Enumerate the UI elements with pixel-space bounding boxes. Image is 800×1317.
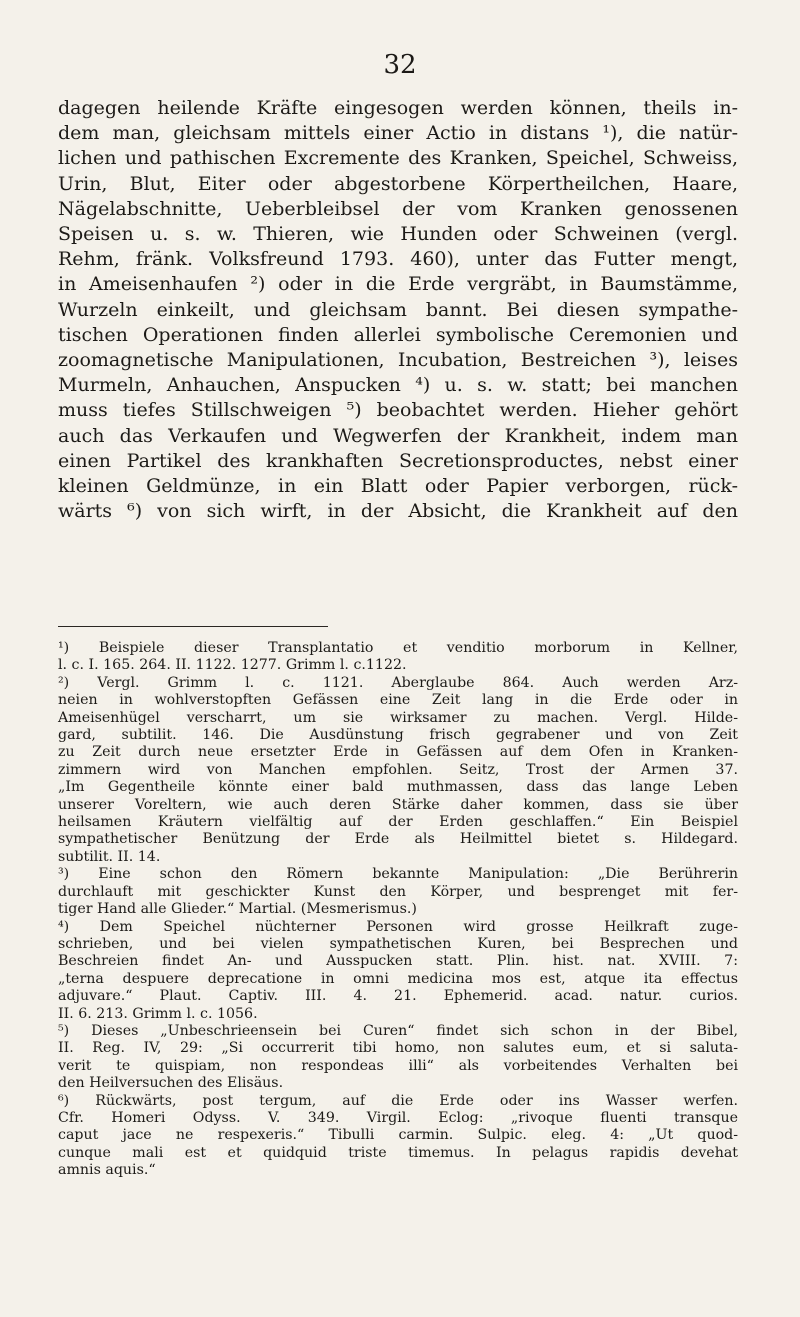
text-line: dagegen heilende Kräfte eingesogen werden können, theils in- — [58, 97, 738, 119]
text-line: Wurzeln einkeilt, und gleichsam bannt. Bei diesen sympathe- — [58, 298, 738, 321]
text-line: tischen Operationen finden allerlei symbolische Ceremonien und — [58, 323, 738, 346]
text-line: wärts ⁶) von sich wirft, in der Absicht, die Krankheit auf den — [58, 500, 738, 523]
footnote-3 — [58, 866, 738, 918]
footnote-line: ⁶) Rückwärts, post tergum, auf die Erde oder ins Wasser werfen. — [58, 1092, 738, 1109]
page-number: 32 — [383, 50, 417, 80]
footnote-line: durchlauft mit geschickter Kunst den Körper, und besprenget mit fer- — [58, 883, 738, 900]
footnote-line: Cfr. Homeri Odyss. V. 349. Virgil. Eclog: „rivoque fluenti transque — [58, 1109, 738, 1126]
footnote-line: gard, subtilit. 146. Die Ausdünstung frisch gegrabener und von Zeit — [58, 727, 738, 744]
footnote-line: tiger Hand alle Glieder.“ Martial. (Mesmerismus.) — [58, 901, 417, 918]
text-line: Urin, Blut, Eiter oder abgestorbene Körpertheilchen, Haare, — [58, 172, 738, 195]
footnote-line: ²) Vergl. Grimm l. c. 1121. Aberglaube 864. Auch werden Arz- — [58, 674, 738, 691]
footnote-line: zimmern wird von Manchen empfohlen. Seitz, Trost der Armen 37. — [58, 761, 738, 778]
footnote-line: zu Zeit durch neue ersetzter Erde in Gefässen auf dem Ofen in Kranken- — [58, 744, 738, 761]
footnote-line: II. 6. 213. Grimm l. c. 1056. — [58, 1005, 258, 1022]
footnote-line: Ameisenhügel verscharrt, um sie wirksamer zu machen. Vergl. Hilde- — [58, 709, 738, 726]
main-text — [58, 96, 738, 524]
text-line: Speisen u. s. w. Thieren, wie Hunden oder Schweinen (vergl. — [58, 223, 738, 246]
text-line: in Ameisenhaufen ²) oder in die Erde vergräbt, in Baumstämme, — [58, 273, 738, 296]
footnote-line: sympathetischer Benützung der Erde als Heilmittel bietet s. Hildegard. — [58, 831, 738, 848]
footnote-line: heilsamen Kräutern vielfältig auf der Erden geschlaffen.“ Ein Beispiel — [58, 814, 738, 831]
footnote-line: unserer Voreltern, wie auch deren Stärke daher kommen, dass sie über — [58, 796, 738, 813]
footnote-line: ¹) Beispiele dieser Transplantatio et venditio morborum in Kellner, — [58, 640, 738, 656]
footnote-line: II. Reg. IV, 29: „Si occurrerit tibi homo, non salutes eum, et si saluta- — [58, 1040, 738, 1057]
footnote-line: neien in wohlverstopften Gefässen eine Zeit lang in die Erde oder in — [58, 692, 738, 709]
footnote-line: „terna despuere deprecatione in omni medicina mos est, atque ita effectus — [58, 970, 738, 987]
text-line: muss tiefes Stillschweigen ⁵) beobachtet werden. Hieher gehört — [58, 399, 738, 422]
footnote-line: adjuvare.“ Plaut. Captiv. III. 4. 21. Ephemerid. acad. natur. curios. — [58, 988, 738, 1005]
text-line: zoomagnetische Manipulationen, Incubation, Bestreichen ³), leises — [58, 349, 738, 372]
footnote-line: verit te quispiam, non respondeas illi“ als vorbeitendes Verhalten bei — [58, 1057, 738, 1074]
text-line: Rehm, fränk. Volksfreund 1793. 460), unter das Futter mengt, — [58, 248, 738, 271]
text-line: lichen und pathischen Excremente des Kranken, Speichel, Schweiss, — [58, 147, 738, 170]
text-line: Murmeln, Anhauchen, Anspucken ⁴) u. s. w. statt; bei manchen — [58, 374, 738, 397]
footnote-6 — [58, 1093, 738, 1180]
text-line: auch das Verkaufen und Wegwerfen der Krankheit, indem man — [58, 424, 738, 447]
footnote-line: l. c. I. 165. 264. II. 1122. 1277. Grimm l. c.1122. — [58, 657, 407, 674]
footnote-5 — [58, 1023, 738, 1093]
footnote-line: den Heilversuchen des Elisäus. — [58, 1075, 284, 1092]
footnote-line: schrieben, und bei vielen sympathetischen Kuren, bei Besprechen und — [58, 935, 738, 952]
footnote-line: „Im Gegentheile könnte einer bald muthmassen, dass das lange Leben — [58, 779, 738, 796]
footnote-line: ⁴) Dem Speichel nüchterner Personen wird grosse Heilkraft zuge- — [58, 918, 738, 935]
footnote-line: ⁵) Dieses „Unbeschrieensein bei Curen“ findet sich schon in der Bibel, — [58, 1022, 738, 1039]
footnote-line: subtilit. II. 14. — [58, 848, 161, 865]
footnote-4 — [58, 919, 738, 1023]
footnote-line: Beschreien findet An- und Ausspucken statt. Plin. hist. nat. XVIII. 7: — [58, 953, 738, 970]
footnote-1 — [58, 640, 738, 675]
footnote-line: cunque mali est et quidquid triste timemus. In pelagus rapidis devehat — [58, 1144, 738, 1161]
footnote-line: amnis aquis.“ — [58, 1162, 156, 1179]
text-line: dem man, gleichsam mittels einer Actio in distans ¹), die natür- — [58, 122, 738, 145]
footnotes — [58, 640, 738, 1180]
footnote-2 — [58, 675, 738, 866]
text-line: Nägelabschnitte, Ueberbleibsel der vom Kranken genossenen — [58, 197, 738, 220]
footnote-line: caput jace ne respexeris.“ Tibulli carmin. Sulpic. eleg. 4: „Ut quod- — [58, 1127, 738, 1144]
text-line: einen Partikel des krankhaften Secretionsproductes, nebst einer — [58, 449, 738, 472]
footnote-line: ³) Eine schon den Römern bekannte Manipulation: „Die Berührerin — [58, 866, 738, 883]
footnote-separator — [58, 626, 328, 627]
text-line: kleinen Geldmünze, in ein Blatt oder Papier verborgen, rück- — [58, 475, 738, 498]
